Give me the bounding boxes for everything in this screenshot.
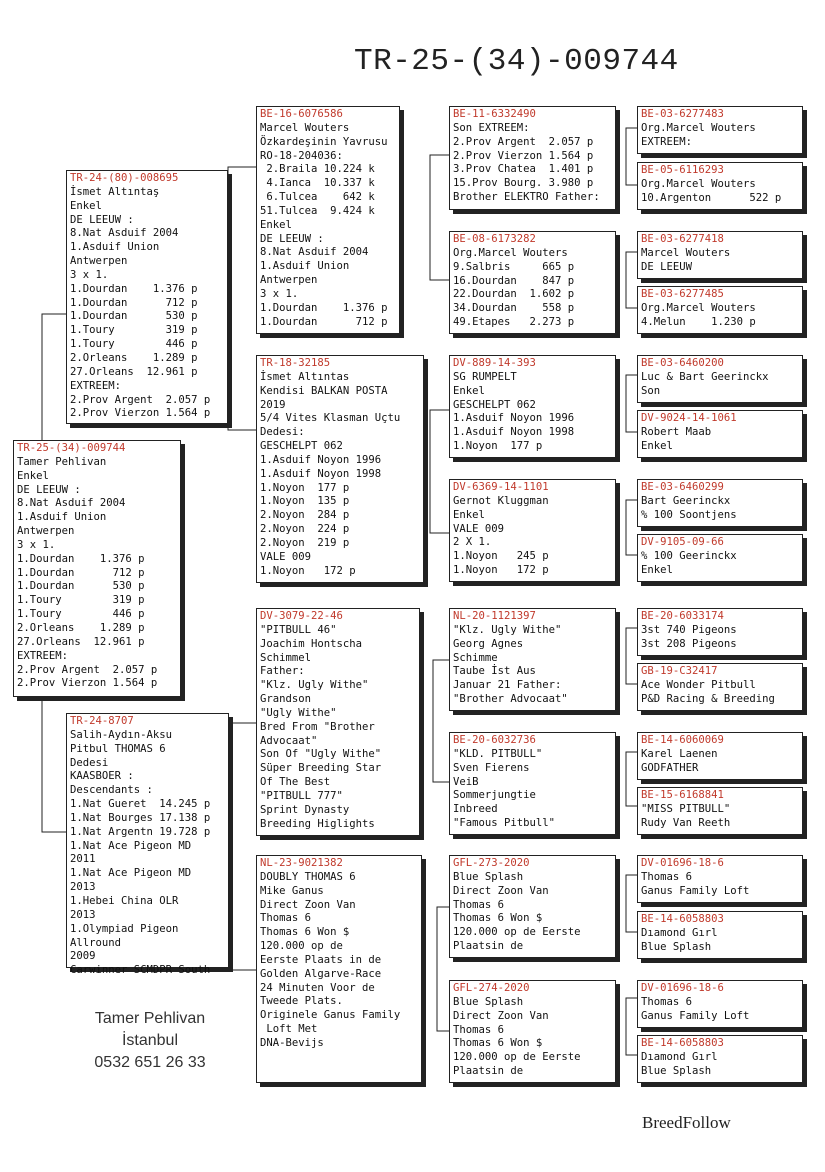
pedigree-text-line: Enkel: [453, 384, 485, 397]
pedigree-text-line: Bred From "Brother: [260, 720, 375, 733]
pedigree-text-line: Ganus Family Loft: [641, 884, 750, 897]
pedigree-text-line: Januar 21 Father:: [453, 679, 562, 692]
pedigree-text-line: EXTREEM:: [641, 135, 693, 148]
dam-sire-card[interactable]: [256, 608, 420, 836]
pedigree-text-line: Son EXTREEM:: [453, 121, 530, 134]
pedigree-text-line: 1.Dourdan 530 p: [17, 580, 145, 593]
pedigree-text-line: 2011: [70, 853, 96, 866]
great-grandparent-card[interactable]: [637, 911, 803, 959]
ring-number: DV-9024-14-1061: [641, 412, 737, 424]
brand-logo-text: BreedFollow: [642, 1113, 731, 1132]
pedigree-text-line: Plaatsin de: [453, 1065, 524, 1078]
great-grandparent-card[interactable]: [637, 534, 803, 582]
pedigree-text-line: Dedesi:: [260, 426, 305, 439]
pedigree-text-line: 1.Nat Gueret 14.245 p: [70, 798, 211, 811]
pedigree-text-line: "PITBULL 777": [260, 789, 343, 802]
pedigree-text-line: Tweede Plats.: [260, 995, 343, 1008]
pedigree-text-line: Thomas 6 Won $: [260, 926, 350, 939]
great-grandparent-card[interactable]: [637, 162, 803, 210]
great-grandparent-card[interactable]: [637, 286, 803, 334]
pedigree-text-line: 120.000 op de Eerste: [453, 1051, 581, 1064]
pedigree-text-line: 8.Nat Asduif 2004: [260, 246, 369, 259]
pedigree-text-line: 3 x 1.: [70, 268, 109, 281]
pedigree-text-line: Enkel: [453, 508, 485, 521]
pedigree-text-line: 1.Asduif Union: [70, 241, 160, 254]
pedigree-text-line: 1.Dourdan 530 p: [70, 310, 198, 323]
owner-city: İstanbul: [121, 1032, 179, 1049]
pedigree-text-line: Thomas 6 Won $: [453, 1037, 543, 1050]
pedigree-text-line: 4.Ianca 10.337 k: [260, 177, 375, 190]
great-grandparent-card[interactable]: [637, 732, 803, 780]
pedigree-text-line: Loft Met: [260, 1023, 318, 1036]
pedigree-text-line: Org.Marcel Wouters: [641, 121, 756, 134]
pedigree-title: TR-25-(34)-009744: [354, 44, 679, 79]
pedigree-text-line: 1.Nat Bourges 17.138 p: [70, 811, 211, 824]
pedigree-text-line: Sprint Dynasty: [260, 803, 350, 816]
pedigree-text-line: 1.Noyon 172 p: [260, 564, 356, 577]
pedigree-text-line: 1.Dourdan 1.376 p: [260, 301, 388, 314]
pedigree-text-line: Direct Zoon Van: [453, 884, 549, 897]
dam-card[interactable]: [66, 713, 229, 977]
great-grandparent-card[interactable]: [637, 855, 803, 903]
sire-sire-card[interactable]: [256, 106, 400, 334]
pedigree-text-line: Golden Algarve-Race: [260, 967, 382, 980]
ring-number: BE-20-6032736: [453, 734, 536, 746]
great-grandparent-card[interactable]: [637, 980, 803, 1028]
pedigree-text-line: 2013: [70, 881, 96, 894]
ring-number: DV-9105-09-66: [641, 536, 724, 548]
ring-number: NL-20-1121397: [453, 610, 536, 622]
pedigree-text-line: DE LEEUW :: [17, 483, 81, 496]
pedigree-text-line: 6.Tulcea 642 k: [260, 191, 375, 204]
ring-number: TR-18-32185: [260, 357, 331, 369]
pedigree-text-line: 1.Dourdan 712 p: [17, 566, 145, 579]
ring-number: GB-19-C32417: [641, 665, 718, 677]
pedigree-text-line: "MISS PITBULL": [641, 802, 731, 815]
pedigree-text-line: 2.Prov Vierzon 1.564 p: [17, 677, 158, 690]
pedigree-text-line: 3st 740 Pigeons: [641, 623, 737, 636]
dam-sire-sire-card[interactable]: [449, 608, 616, 711]
ring-number: DV-01696-18-6: [641, 857, 724, 869]
pedigree-text-line: Süper Breeding Star: [260, 762, 382, 775]
pedigree-text-line: 1.Hebei China OLR: [70, 894, 179, 907]
great-grandparent-card[interactable]: [637, 106, 803, 154]
pedigree-text-line: EXTREEM:: [17, 649, 69, 662]
pedigree-text-line: Org.Marcel Wouters: [453, 246, 568, 259]
pedigree-text-line: Son: [641, 384, 661, 397]
pedigree-text-line: Enkel: [260, 218, 292, 231]
pedigree-text-line: SG RUMPELT: [453, 370, 517, 383]
ring-number: BE-15-6168841: [641, 789, 724, 801]
ring-number: TR-24-8707: [70, 715, 134, 727]
great-grandparent-card[interactable]: [637, 608, 803, 656]
pedigree-text-line: Org.Marcel Wouters: [641, 177, 756, 190]
ring-number: BE-14-6058803: [641, 1037, 724, 1049]
pedigree-text-line: Salih-Aydın-Aksu: [70, 728, 173, 741]
pedigree-text-line: VALE 009: [453, 522, 505, 535]
owner-contact: [80, 1008, 220, 1074]
pedigree-text-line: 2.Prov Argent 2.057 p: [453, 135, 594, 148]
pedigree-text-line: 1.Toury 446 p: [70, 338, 198, 351]
ring-number: BE-03-6277485: [641, 288, 724, 300]
ring-number: BE-03-6460200: [641, 357, 724, 369]
pedigree-text-line: 1.Noyon 135 p: [260, 495, 350, 508]
pedigree-text-line: Org.Marcel Wouters: [641, 301, 756, 314]
pedigree-text-line: 3.Prov Chatea 1.401 p: [453, 163, 594, 176]
pedigree-text-line: 15.Prov Bourg. 3.980 p: [453, 177, 594, 190]
ring-number: DV-6369-14-1101: [453, 481, 549, 493]
great-grandparent-card[interactable]: [637, 1035, 803, 1083]
pedigree-text-line: Father:: [260, 665, 305, 678]
pedigree-text-line: 1.Asduif Noyon 1998: [260, 467, 382, 480]
ring-number: TR-25-(34)-009744: [17, 442, 126, 454]
pedigree-text-line: 1.Nat Ace Pigeon MD: [70, 839, 192, 852]
pedigree-text-line: 3 x 1.: [260, 287, 299, 300]
pedigree-text-line: 49.Etapes 2.273 p: [453, 316, 575, 329]
pedigree-text-line: 2.Orleans 1.289 p: [70, 351, 198, 364]
great-grandparent-card[interactable]: [637, 355, 803, 403]
pedigree-text-line: Blue Splash: [453, 995, 524, 1008]
pedigree-text-line: KAASBOER :: [70, 770, 134, 783]
pedigree-text-line: Antwerpen: [260, 274, 318, 287]
pedigree-text-line: 2.Prov Vierzon 1.564 p: [70, 407, 211, 420]
pedigree-text-line: "PITBULL 46": [260, 623, 337, 636]
pedigree-text-line: GODFATHER: [641, 761, 699, 774]
pedigree-text-line: 1.Asduif Noyon 1996: [453, 412, 575, 425]
pedigree-text-line: Of The Best: [260, 776, 331, 789]
pedigree-text-line: Rudy Van Reeth: [641, 816, 731, 829]
great-grandparent-card[interactable]: [637, 479, 803, 527]
pedigree-text-line: "Klz. Ugly Withe": [453, 623, 562, 636]
pedigree-text-line: 3 x 1.: [17, 538, 56, 551]
pedigree-text-line: 1.Olympiad Pigeon: [70, 922, 179, 935]
subject-pigeon-card[interactable]: [13, 440, 181, 697]
pedigree-text-line: "Famous Pitbull": [453, 817, 556, 830]
pedigree-text-line: 2.Prov Argent 2.057 p: [70, 393, 211, 406]
pedigree-text-line: Plaatsin de: [453, 940, 524, 953]
pedigree-text-line: 1.Noyon 177 p: [260, 481, 350, 494]
pedigree-text-line: 27.Orleans 12.961 p: [17, 635, 145, 648]
pedigree-text-line: 1.Dourdan 1.376 p: [70, 282, 198, 295]
pedigree-text-line: 2009: [70, 950, 96, 963]
pedigree-text-line: Eerste Plaats in de: [260, 953, 382, 966]
pedigree-text-line: Blue Splash: [453, 870, 524, 883]
ring-number: BE-11-6332490: [453, 108, 536, 120]
pedigree-text-line: Enkel: [70, 199, 102, 212]
pedigree-text-line: Thomas 6 Won $: [453, 912, 543, 925]
pedigree-text-line: Inbreed: [453, 803, 498, 816]
pedigree-text-line: Dedesi: [70, 756, 109, 769]
pedigree-text-line: 120.000 op de: [260, 940, 343, 953]
dam-dam-dam-card[interactable]: [449, 980, 616, 1083]
ring-number: BE-14-6060069: [641, 734, 724, 746]
pedigree-text-line: 2.Prov Argent 2.057 p: [17, 663, 158, 676]
pedigree-text-line: 2.Orleans 1.289 p: [17, 621, 145, 634]
pedigree-text-line: Dıamond Gırl: [641, 926, 718, 939]
pedigree-text-line: 5/4 Vites Klasman Uçtu: [260, 412, 401, 425]
pedigree-text-line: Bart Geerinckx: [641, 494, 731, 507]
pedigree-text-line: Mike Ganus: [260, 884, 324, 897]
pedigree-text-line: 16.Dourdan 847 p: [453, 274, 575, 287]
pedigree-text-line: P&D Racing & Breeding: [641, 692, 775, 705]
pedigree-text-line: 24 Minuten Voor de: [260, 981, 375, 994]
pedigree-text-line: Antwerpen: [70, 255, 128, 268]
pedigree-text-line: Thomas 6: [641, 995, 693, 1008]
pedigree-text-line: 2 X 1.: [453, 536, 492, 549]
pedigree-text-line: Enkel: [17, 469, 49, 482]
pedigree-text-line: 1.Toury 319 p: [17, 594, 145, 607]
pedigree-text-line: Robert Maab: [641, 425, 712, 438]
pedigree-text-line: Direct Zoon Van: [260, 898, 356, 911]
owner-name: Tamer Pehlivan: [94, 1010, 206, 1027]
pedigree-text-line: 1.Asduif Union: [260, 260, 350, 273]
ring-number: BE-03-6277483: [641, 108, 724, 120]
pedigree-text-line: 1.Dourdan 712 p: [260, 315, 388, 328]
great-grandparent-card[interactable]: [637, 787, 803, 835]
pedigree-text-line: 1.Toury 319 p: [70, 324, 198, 337]
ring-number: BE-16-6076586: [260, 108, 343, 120]
pedigree-text-line: DE LEEUW: [641, 260, 693, 273]
pedigree-text-line: 27.Orleans 12.961 p: [70, 365, 198, 378]
pedigree-text-line: Karel Laenen: [641, 747, 718, 760]
pedigree-text-line: 1.Nat Argentn 19.728 p: [70, 825, 211, 838]
pedigree-text-line: Schimmel: [260, 651, 312, 664]
pedigree-text-line: Blue Splash: [641, 940, 712, 953]
pedigree-text-line: "Brother Advocaat": [453, 693, 568, 706]
dam-dam-sire-card[interactable]: [449, 855, 616, 958]
pedigree-text-line: "Ugly Withe": [260, 706, 337, 719]
ring-number: DV-889-14-393: [453, 357, 536, 369]
pedigree-text-line: Thomas 6: [453, 1023, 505, 1036]
pedigree-text-line: Thomas 6: [260, 912, 312, 925]
pedigree-text-line: Descendants :: [70, 784, 153, 797]
ring-number: DV-3079-22-46: [260, 610, 343, 622]
ring-number: NL-23-9021382: [260, 857, 343, 869]
ring-number: BE-08-6173282: [453, 233, 536, 245]
ring-number: BE-14-6058803: [641, 913, 724, 925]
pedigree-text-line: Joachim Hontscha: [260, 637, 363, 650]
great-grandparent-card[interactable]: [637, 231, 803, 279]
pedigree-text-line: 34.Dourdan 558 p: [453, 302, 575, 315]
pedigree-text-line: 8.Nat Asduif 2004: [17, 497, 126, 510]
pedigree-text-line: % 100 Geerinckx: [641, 549, 737, 562]
pedigree-text-line: "Klz. Ugly Withe": [260, 679, 369, 692]
pedigree-text-line: Enkel: [641, 563, 673, 576]
ring-number: GFL-273-2020: [453, 857, 530, 869]
pedigree-text-line: VALE 009: [260, 550, 312, 563]
pedigree-text-line: 1.Asduif Noyon 1998: [453, 426, 575, 439]
pedigree-text-line: 9.Salbris 665 p: [453, 260, 575, 273]
pedigree-text-line: 2.Prov Vierzon 1.564 p: [453, 149, 594, 162]
ring-number: DV-01696-18-6: [641, 982, 724, 994]
pedigree-text-line: Thomas 6: [453, 898, 505, 911]
pedigree-text-line: Breeding Higlights: [260, 817, 375, 830]
sire-card[interactable]: [66, 170, 228, 424]
pedigree-text-line: İsmet Altıntas: [260, 370, 350, 383]
ring-number: BE-03-6277418: [641, 233, 724, 245]
pedigree-text-line: 1.Asduif Union: [17, 511, 107, 524]
pedigree-text-line: İsmet Altıntaş: [70, 185, 160, 198]
pedigree-text-line: Son Of "Ugly Withe": [260, 748, 382, 761]
pedigree-text-line: 1.Noyon 245 p: [453, 550, 549, 563]
pedigree-text-line: GESCHELPT 062: [260, 440, 343, 453]
pedigree-text-line: DNA-Bevijs: [260, 1036, 324, 1049]
owner-phone: 0532 651 26 33: [94, 1054, 206, 1071]
ring-number: BE-20-6033174: [641, 610, 724, 622]
pedigree-text-line: Pitbul THOMAS 6: [70, 742, 166, 755]
pedigree-text-line: DE LEEUW :: [70, 213, 134, 226]
pedigree-text-line: 2.Braila 10.224 k: [260, 163, 375, 176]
pedigree-text-line: Carwinner SCMDPR South: [70, 964, 211, 977]
pedigree-text-line: Blue Splash: [641, 1064, 712, 1077]
pedigree-text-line: Direct Zoon Van: [453, 1009, 549, 1022]
pedigree-text-line: 2.Noyon 284 p: [260, 509, 350, 522]
pedigree-text-line: Kendisi BALKAN POSTA: [260, 384, 388, 397]
pedigree-text-line: Grandson: [260, 693, 312, 706]
ring-number: BE-03-6460299: [641, 481, 724, 493]
pedigree-text-line: Thomas 6: [641, 870, 693, 883]
sire-sire-dam-card[interactable]: [449, 231, 616, 334]
ring-number: BE-05-6116293: [641, 164, 724, 176]
pedigree-text-line: Özkardeşinin Yavrusu: [260, 135, 388, 148]
pedigree-text-line: EXTREEM:: [70, 379, 122, 392]
ring-number: GFL-274-2020: [453, 982, 530, 994]
pedigree-text-line: 22.Dourdan 1.602 p: [453, 288, 575, 301]
pedigree-text-line: Sommerjungtie: [453, 789, 536, 802]
pedigree-text-line: Tamer Pehlivan: [17, 455, 107, 468]
pedigree-text-line: Advocaat": [260, 734, 318, 747]
ring-number: TR-24-(80)-008695: [70, 172, 179, 184]
pedigree-text-line: 8.Nat Asduif 2004: [70, 227, 179, 240]
pedigree-text-line: 1.Dourdan 712 p: [70, 296, 198, 309]
pedigree-text-line: Ganus Family Loft: [641, 1009, 750, 1022]
pedigree-text-line: 10.Argenton 522 p: [641, 191, 782, 204]
pedigree-text-line: DOUBLY THOMAS 6: [260, 870, 356, 883]
sire-sire-sire-card[interactable]: [449, 106, 616, 210]
pedigree-text-line: 1.Noyon 177 p: [453, 440, 543, 453]
sire-dam-card[interactable]: [256, 355, 424, 583]
pedigree-text-line: 2.Noyon 224 p: [260, 523, 350, 536]
pedigree-text-line: 1.Noyon 172 p: [453, 564, 549, 577]
pedigree-text-line: Enkel: [641, 439, 673, 452]
pedigree-text-line: Marcel Wouters: [641, 246, 731, 259]
pedigree-text-line: Antwerpen: [17, 525, 75, 538]
pedigree-text-line: Dıamond Gırl: [641, 1050, 718, 1063]
pedigree-text-line: Marcel Wouters: [260, 121, 350, 134]
pedigree-text-line: Allround: [70, 936, 122, 949]
pedigree-text-line: 2013: [70, 908, 96, 921]
pedigree-text-line: 1.Dourdan 1.376 p: [17, 552, 145, 565]
great-grandparent-card[interactable]: [637, 663, 803, 711]
pedigree-text-line: 51.Tulcea 9.424 k: [260, 204, 375, 217]
pedigree-text-line: VeiB: [453, 775, 479, 788]
dam-dam-card[interactable]: [256, 855, 422, 1083]
pedigree-text-line: % 100 Soontjens: [641, 508, 737, 521]
pedigree-text-line: Gernot Kluggman: [453, 494, 549, 507]
pedigree-text-line: "KLD. PITBULL": [453, 747, 543, 760]
pedigree-text-line: GESCHELPT 062: [453, 398, 536, 411]
pedigree-text-line: Taube İst Aus: [453, 665, 536, 678]
pedigree-text-line: RO-18-204036:: [260, 149, 343, 162]
pedigree-text-line: 1.Asduif Noyon 1996: [260, 453, 382, 466]
pedigree-text-line: Brother ELEKTRO Father:: [453, 191, 600, 204]
pedigree-text-line: 1.Toury 446 p: [17, 608, 145, 621]
pedigree-text-line: 2019: [260, 398, 286, 411]
dam-sire-dam-card[interactable]: [449, 732, 616, 835]
pedigree-text-line: 3st 208 Pigeons: [641, 637, 737, 650]
pedigree-text-line: DE LEEUW :: [260, 232, 324, 245]
pedigree-text-line: Luc & Bart Geerinckx: [641, 370, 769, 383]
pedigree-text-line: Ace Wonder Pitbull: [641, 678, 756, 691]
pedigree-text-line: Sven Fierens: [453, 761, 530, 774]
pedigree-text-line: Schimme: [453, 651, 498, 664]
pedigree-text-line: Georg Agnes: [453, 637, 524, 650]
pedigree-text-line: 4.Melun 1.230 p: [641, 315, 756, 328]
pedigree-text-line: 120.000 op de Eerste: [453, 926, 581, 939]
sire-dam-sire-card[interactable]: [449, 355, 616, 458]
great-grandparent-card[interactable]: [637, 410, 803, 458]
sire-dam-dam-card[interactable]: [449, 479, 616, 582]
pedigree-text-line: 1.Nat Ace Pigeon MD: [70, 867, 192, 880]
pedigree-text-line: 2.Noyon 219 p: [260, 536, 350, 549]
pedigree-text-line: Originele Ganus Family: [260, 1009, 401, 1022]
